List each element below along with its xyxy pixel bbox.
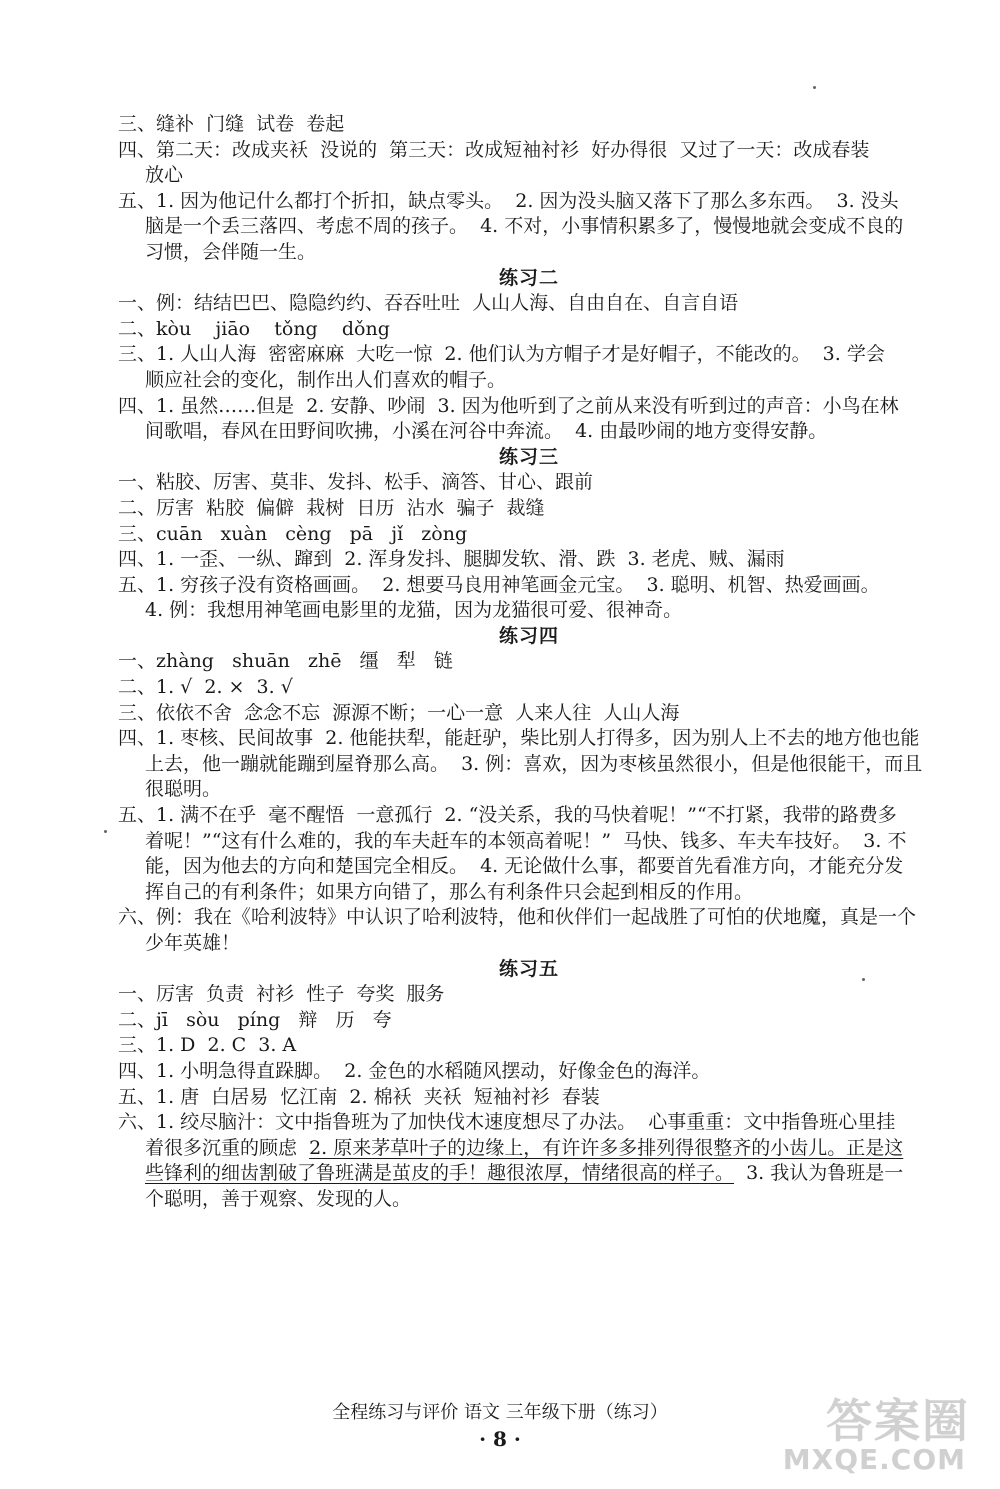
- scan-speck: [862, 978, 865, 981]
- line-text: 四、第二天：改成夹袄 没说的 第三天：改成短袖衬衫 好办得很 又过了一天：改成春装: [118, 138, 870, 161]
- section-heading: [118, 624, 940, 650]
- line-text: 五、1. 因为他记什么都打个折扣，缺点零头。 2. 因为没头脑又落下了那么多东西。 3. 没头: [118, 189, 899, 212]
- answer-line: [118, 982, 940, 1008]
- line-text: 顺应社会的变化，制作出人们喜欢的帽子。: [145, 368, 507, 391]
- line-text: 4. 例：我想用神笔画电影里的龙猫，因为龙猫很可爱、很神奇。: [145, 599, 683, 622]
- line-text: 脑是一个丢三落四、考虑不周的孩子。 4. 不对，小事情积累多了，慢慢地就会变成不良的: [145, 215, 904, 238]
- line-text: 一、例：结结巴巴、隐隐约约、吞吞吐吐 人山人海、自由自在、自言自语: [118, 292, 739, 315]
- underlined-answer: 2. 原来茅草叶子的边缘上，有许许多多排列得很整齐的小齿儿。正是这: [309, 1136, 904, 1159]
- line-text: 个聪明，善于观察、发现的人。: [145, 1187, 412, 1210]
- line-tail: 3. 我认为鲁班是一: [734, 1162, 904, 1185]
- answer-line: [118, 573, 940, 599]
- line-text: 三、1. 人山人海 密密麻麻 大吃一惊 2. 他们认为方帽子才是好帽子，不能改的。 3. 学会: [118, 343, 885, 366]
- line-text: 三、cuān xuàn cèng pā jǐ zòng: [118, 522, 468, 545]
- line-text: 练习二: [498, 266, 559, 289]
- answer-line: [118, 880, 940, 906]
- line-text: 六、例：我在《哈利波特》中认识了哈利波特，他和伙伴们一起战胜了可怕的伏地魔，真是一个: [118, 906, 917, 929]
- answer-line: [118, 112, 940, 138]
- watermark-logo: [780, 1385, 970, 1477]
- answer-line: [118, 1136, 940, 1162]
- answer-line: [118, 240, 940, 266]
- line-text: 挥自己的有利条件；如果方向错了，那么有利条件只会起到相反的作用。: [145, 880, 754, 903]
- line-text: 三、缝补 门缝 试卷 卷起: [118, 113, 345, 135]
- line-text: 四、1. 枣核、民间故事 2. 他能扶犁，能赶驴，柴比别人打得多，因为别人上不去的地方他也能: [118, 727, 920, 750]
- line-text: 练习三: [498, 445, 559, 468]
- answer-line: [118, 291, 940, 317]
- section-heading: [118, 957, 940, 983]
- answer-line: [118, 419, 940, 445]
- scan-speck: [813, 86, 816, 89]
- answer-line: [118, 854, 940, 880]
- underlined-answer: 些锋利的细齿割破了鲁班满是茧皮的手！趣很浓厚，情绪很高的样子。: [145, 1162, 735, 1185]
- watermark-url: MXQE.COM: [782, 1443, 966, 1476]
- line-text: 四、1. 小明急得直跺脚。 2. 金色的水稻随风摆动，好像金色的海洋。: [118, 1059, 711, 1082]
- answer-line: [118, 649, 940, 675]
- answer-line: [118, 777, 940, 803]
- answer-line: [118, 189, 940, 215]
- line-text: 一、粘胶、厉害、莫非、发抖、松手、滴答、甘心、跟前: [118, 471, 594, 494]
- line-text: 间歌唱，春风在田野间吹拂，小溪在河谷中奔流。 4. 由最吵闹的地方变得安静。: [145, 420, 828, 443]
- line-text: 四、1. 一歪、一纵、蹿到 2. 浑身发抖、腿脚发软、滑、跌 3. 老虎、贼、漏雨: [118, 548, 785, 571]
- line-text: 五、1. 满不在乎 毫不醒悟 一意孤行 2. “没关系，我的马快着呢！”“不打紧，我带的路费多: [118, 804, 897, 827]
- answer-line: [118, 931, 940, 957]
- answer-line: [118, 803, 940, 829]
- answer-line: [118, 522, 940, 548]
- line-text: 少年英雄！: [145, 932, 241, 954]
- section-heading: [118, 266, 940, 292]
- line-text: 三、依依不舍 念念不忘 源源不断；一心一意 人来人往 人山人海: [118, 701, 680, 724]
- answer-line: [118, 1110, 940, 1136]
- answer-line: [118, 547, 940, 573]
- answer-line: [118, 829, 940, 855]
- line-text: 习惯，会伴随一生。: [145, 240, 317, 263]
- line-text: 练习五: [498, 957, 559, 980]
- answer-line: [118, 905, 940, 931]
- footer-title: 全程练习与评价 语文 三年级下册（练习）: [332, 1402, 668, 1423]
- answer-line: [118, 1059, 940, 1085]
- line-text: 上去，他一蹦就能蹦到屋脊那么高。 3. 例：喜欢，因为枣核虽然很小，但是他很能干，而且: [145, 752, 923, 775]
- answer-line: [118, 138, 940, 164]
- scan-speck: [104, 830, 107, 833]
- answer-line: [118, 1187, 940, 1213]
- line-text: 六、1. 绞尽脑汁：文中指鲁班为了加快伐木速度想尽了办法。 心事重重：文中指鲁班心里挂: [118, 1111, 896, 1134]
- line-text: 三、1. D 2. C 3. A: [118, 1034, 297, 1057]
- answer-line: [118, 342, 940, 368]
- line-text: 二、厉害 粘胶 偏僻 栽树 日历 沾水 骗子 裁缝: [118, 496, 545, 519]
- page-number: · 8 ·: [479, 1427, 521, 1451]
- answer-line: [118, 317, 940, 343]
- answer-line: [118, 1085, 940, 1111]
- line-text: 着呢！”“这有什么难的，我的车夫赶车的本领高着呢！” 马快、钱多、车夫车技好。 3. 不: [145, 829, 907, 852]
- line-text: 练习四: [498, 624, 559, 647]
- line-text: 一、zhàng shuān zhē 缰 犁 链: [118, 650, 453, 673]
- answer-line: [118, 752, 940, 778]
- answer-line: [118, 598, 940, 624]
- line-text: 很聪明。: [145, 778, 222, 801]
- answer-line: [118, 726, 940, 752]
- answer-line: [118, 214, 940, 240]
- line-text: 二、1. √ 2. × 3. √: [118, 676, 293, 699]
- answer-line: [118, 1033, 940, 1059]
- answer-line: [118, 470, 940, 496]
- line-text: 五、1. 穷孩子没有资格画画。 2. 想要马良用神笔画金元宝。 3. 聪明、机智、热爱画画。: [118, 573, 880, 596]
- line-text: 二、jī sòu píng 辩 历 夸: [118, 1008, 392, 1031]
- line-text: 能，因为他去的方向和楚国完全相反。 4. 无论做什么事，都要首先看准方向，才能充分发: [145, 855, 904, 878]
- answer-line: [118, 368, 940, 394]
- answer-line: [118, 701, 940, 727]
- watermark-text: 答案圈: [826, 1394, 970, 1448]
- line-text: 二、kòu jiāo tǒng dǒng: [118, 317, 390, 340]
- answer-line: [118, 394, 940, 420]
- answer-line: [118, 1161, 940, 1187]
- line-text: 放心: [145, 164, 184, 187]
- line-text: 五、1. 唐 白居易 忆江南 2. 棉袄 夹袄 短袖衬衫 春装: [118, 1085, 600, 1108]
- answer-content: [118, 112, 940, 1213]
- line-text: 四、1. 虽然……但是 2. 安静、吵闹 3. 因为他听到了之前从来没有听到过的声音：小鸟在林: [118, 394, 899, 417]
- answer-line: [118, 1008, 940, 1034]
- answer-line: [118, 496, 940, 522]
- line-text: 着很多沉重的顾虑: [145, 1136, 310, 1159]
- line-text: 一、厉害 负责 衬衫 性子 夸奖 服务: [118, 983, 445, 1006]
- answer-line: [118, 675, 940, 701]
- answer-line: [118, 163, 940, 189]
- section-heading: [118, 445, 940, 471]
